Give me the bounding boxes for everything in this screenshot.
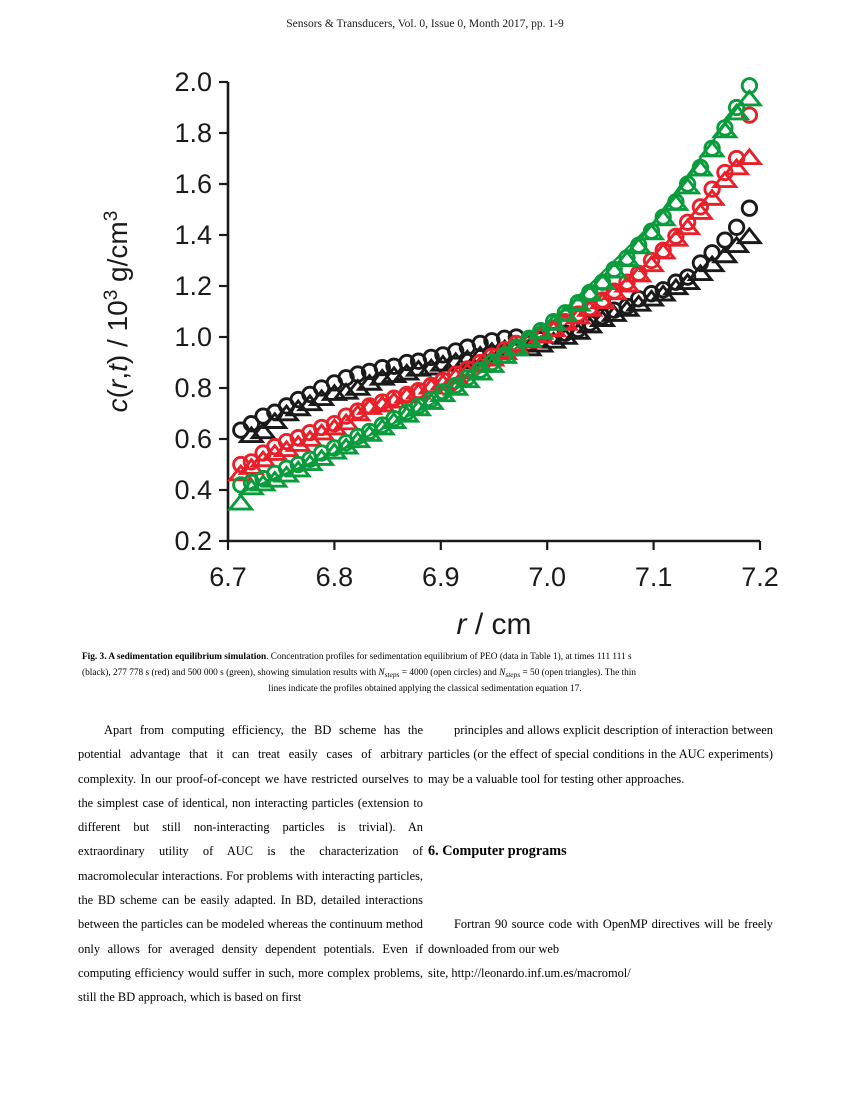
y-axis-tick-label: 0.2: [174, 526, 212, 556]
caption-symbol-n2: N: [499, 667, 506, 678]
running-head: Sensors & Transducers, Vol. 0, Issue 0, Month 2017, pp. 1-9: [286, 18, 564, 30]
y-axis-title-c: c: [102, 398, 133, 413]
caption-line3: lines indicate the profiles obtained applying the classical sedimentation equation 17.: [268, 684, 582, 694]
y-axis-title-exponent: 3: [100, 289, 122, 301]
body-left-column: [78, 718, 423, 1010]
chart-plot-area: [0, 55, 850, 645]
data-point-triangle: [230, 495, 252, 509]
paragraph-bd-scheme: Apart from computing efficiency, the BD scheme has the potential advantage that it can treat easily cases of arbitrary complexity. In our proof-of-concept we have restricted ourselves to the simplest case of identical, non interacting particles (extension to different but still non-interacting particles is trivial). An extraordinary utility of AUC is the characterization of macromolecular interactions. For problems with interacting particles, the BD scheme can be easily adapted. In BD, detailed interactions between the particles can be modeled whereas the continuum method only allows for averaged density dependent potentials. Even if computing efficiency would suffer in such, more complex problems, still the BD approach, which is based on first: [78, 723, 423, 1005]
y-axis-title-paren-open: (: [102, 389, 133, 399]
y-axis-title-unit: g/cm: [102, 221, 133, 290]
y-axis-title-r: r: [102, 379, 133, 389]
y-axis-tick-label: 2.0: [174, 67, 212, 97]
data-series: [241, 229, 761, 442]
x-axis-tick-label: 6.7: [209, 562, 247, 592]
y-axis-tick-label: 1.4: [174, 220, 212, 250]
data-point-triangle: [739, 91, 761, 105]
x-axis-title-symbol: r: [456, 608, 467, 641]
x-axis-tick-label: 7.1: [634, 562, 673, 592]
caption-line2-a: (black), 277 778 s (red) and 500 000 s (green), showing simulation results with: [82, 667, 379, 678]
paragraph-fortran-justified: Fortran 90 source code with OpenMP directives will be freely downloaded from our web: [428, 917, 773, 956]
y-axis-title-paren-close: ): [102, 354, 133, 365]
figure-caption: [82, 650, 768, 698]
y-axis-tick-label: 0.6: [174, 424, 212, 454]
data-point-circle: [729, 220, 743, 234]
x-axis-tick-label: 6.9: [422, 562, 460, 592]
x-axis-title: [457, 608, 532, 641]
x-axis-tick-label: 7.2: [741, 562, 779, 592]
sedimentation-chart: [0, 55, 850, 645]
y-axis-tick-label: 1.6: [174, 169, 212, 199]
y-axis-title-comma: ,: [102, 371, 133, 380]
caption-line2-b: = 4000 (open circles) and: [399, 667, 500, 678]
paragraph-fortran-url-line: site, http://leonardo.inf.um.es/macromol/: [428, 965, 631, 980]
paragraph-principles: principles and allows explicit description of interaction between particles (or the effect of special conditions in the AUC experiments) may be a valuable tool for testing other approaches.: [428, 723, 773, 786]
figure-3: [0, 55, 850, 645]
data-series: [230, 150, 760, 480]
x-axis-tick-label: 7.0: [528, 562, 566, 592]
y-axis-title-t: t: [102, 364, 133, 372]
section-heading-computer-programs: 6. Computer programs: [428, 843, 567, 860]
caption-subscript-steps1: steps: [384, 669, 400, 679]
caption-line2-c: = 50 (open triangles). The thin: [520, 667, 636, 678]
caption-symbol-n1: N: [378, 667, 385, 678]
spacer-after-heading: [428, 864, 773, 913]
y-axis-tick-label: 0.4: [174, 475, 212, 505]
caption-subscript-steps2: steps: [505, 669, 521, 679]
body-right-column: [428, 718, 773, 985]
caption-bold-title: Fig. 3. A sedimentation equilibrium simulation: [82, 652, 267, 662]
x-axis-title-unit: / cm: [466, 608, 532, 641]
spacer-before-heading: [428, 791, 773, 840]
x-axis-tick-label: 6.8: [315, 562, 354, 592]
y-axis-title-unit-exponent: 3: [100, 210, 122, 222]
y-axis-tick-label: 1.8: [174, 118, 212, 148]
y-axis-tick-label: 1.0: [174, 322, 212, 352]
data-point-circle: [742, 201, 756, 215]
caption-line1-rest: . Concentration profiles for sedimentation equilibrium of PEO (data in Table 1), at times 111 111 s: [266, 652, 632, 662]
y-axis-tick-label: 0.8: [174, 373, 212, 403]
y-axis-tick-label: 1.2: [174, 271, 212, 301]
y-axis-title-slash: / 10: [102, 300, 133, 355]
y-axis-title: [101, 211, 134, 413]
